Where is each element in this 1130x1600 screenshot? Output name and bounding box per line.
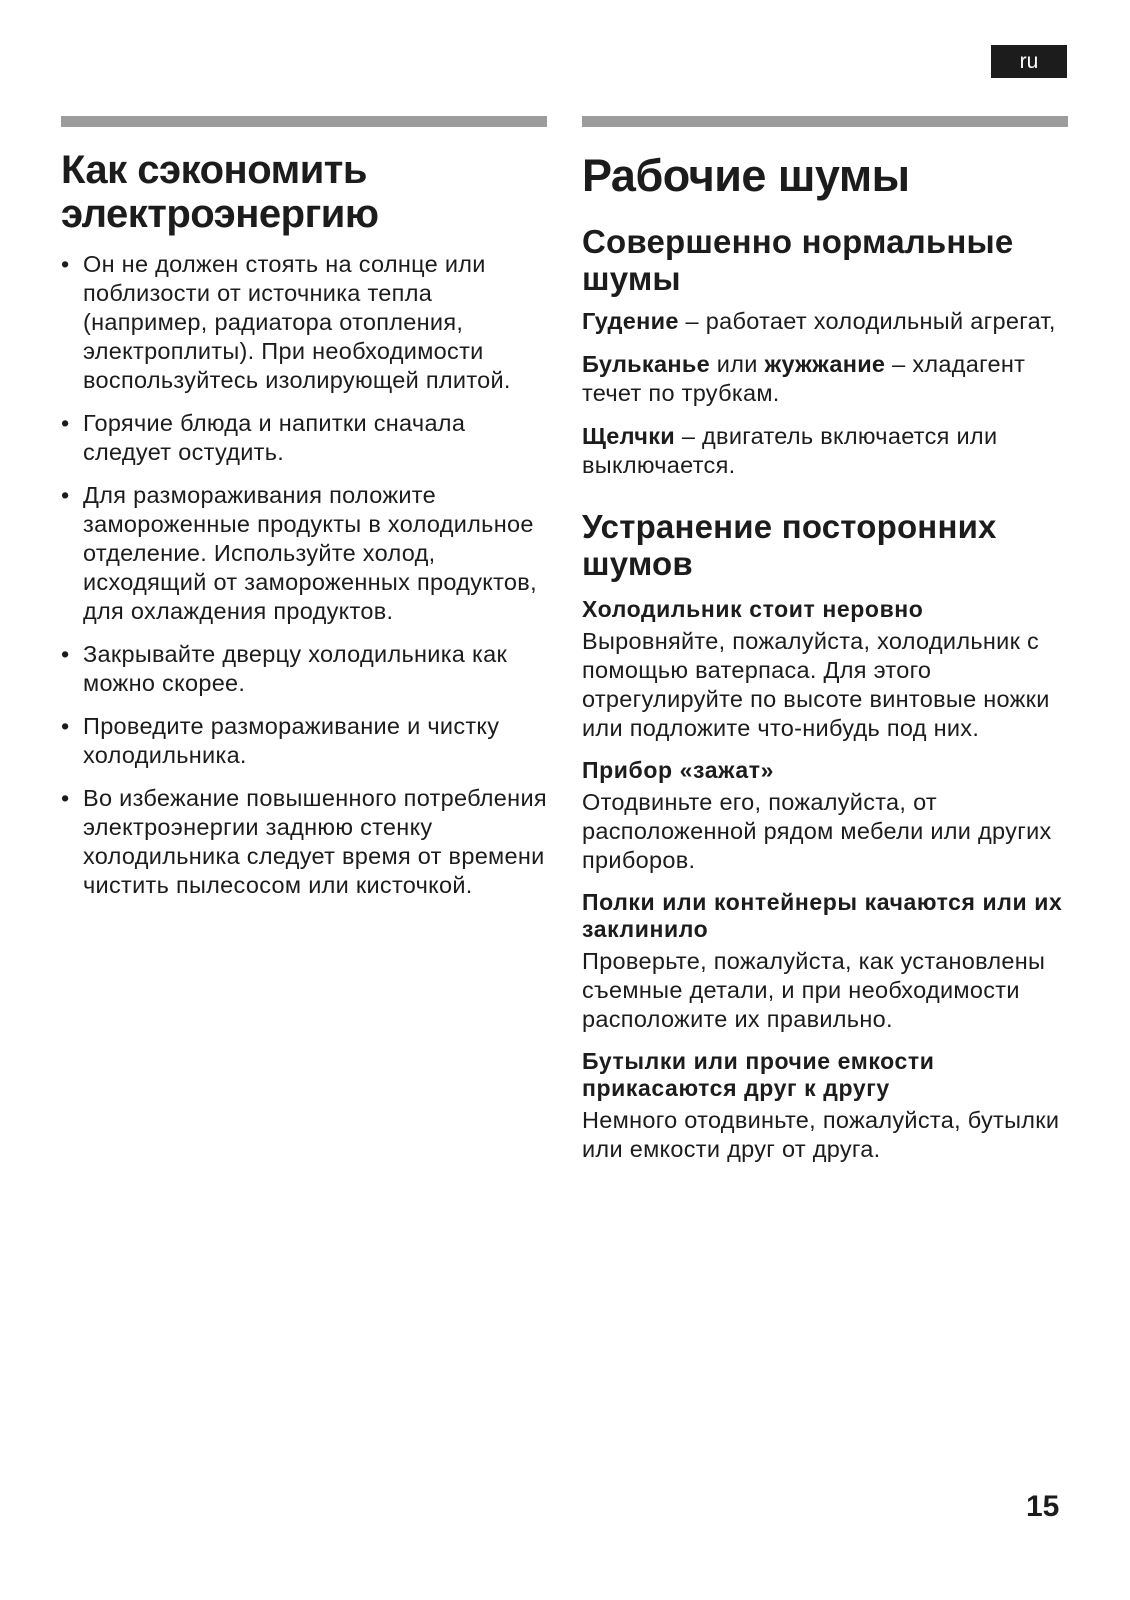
list-item: • Для размораживания положите замороженные продукты в холодильное отделение. Используйте холод, исходящий от замороженных продуктов, для охлаждения продуктов. <box>61 482 537 624</box>
energy-saving-section <box>61 116 547 914</box>
problem-text: Проверьте, пожалуйста, как установлены съемные детали, и при необходимости расположите их правильно. <box>582 948 1046 1032</box>
problem-title: Холодильник стоит неровно <box>582 596 924 622</box>
problem-item <box>582 1048 1068 1164</box>
language-badge: ru <box>991 45 1067 78</box>
list-item: • Он не должен стоять на солнце или поблизости от источника тепла (например, радиатора отопления, электроплиты). При необходимости воспользуйтесь изолирующей плитой. <box>61 251 511 393</box>
noise-item: Гудение – работает холодильный агрегат, <box>582 308 1056 334</box>
noise-fix-list <box>582 596 1068 1164</box>
problem-title: Бутылки или прочие емкости прикасаются друг к другу <box>582 1048 935 1101</box>
list-item: • Проведите размораживание и чистку холодильника. <box>61 713 500 768</box>
problem-text: Отодвиньте его, пожалуйста, от расположенной рядом мебели или других приборов. <box>582 789 1052 873</box>
problem-item <box>582 889 1068 1034</box>
problem-text: Немного отодвиньте, пожалуйста, бутылки или емкости друг от друга. <box>582 1107 1060 1162</box>
operating-noises-title: Рабочие шумы <box>582 150 910 201</box>
noise-item: Щелчки – двигатель включается или выключается. <box>582 423 998 478</box>
noise-fix-heading: Устранение посторонних шумов <box>582 508 997 582</box>
problem-item <box>582 596 1068 743</box>
section-rule <box>61 116 547 127</box>
energy-tips-list <box>61 250 547 900</box>
problem-text: Выровняйте, пожалуйста, холодильник с помощью ватерпаса. Для этого отрегулируйте по высоте винтовые ножки или подложите что-нибудь под них. <box>582 628 1050 741</box>
normal-noises-list <box>582 307 1068 480</box>
list-item: • Во избежание повышенного потребления электроэнергии заднюю стенку холодильника следует время от времени чистить пылесосом или кисточкой. <box>61 785 547 898</box>
list-item: • Закрывайте дверцу холодильника как можно скорее. <box>61 641 508 696</box>
list-item: • Горячие блюда и напитки сначала следует остудить. <box>61 410 466 465</box>
problem-item <box>582 757 1068 875</box>
normal-noises-heading: Совершенно нормальные шумы <box>582 223 1014 297</box>
noise-item: Бульканье или жужжание – хладагент течет по трубкам. <box>582 351 1026 406</box>
problem-title: Полки или контейнеры качаются или их заклинило <box>582 889 1063 942</box>
problem-title: Прибор «зажат» <box>582 757 774 783</box>
operating-noises-section <box>582 116 1068 1164</box>
section-rule <box>582 116 1068 127</box>
page-number: 15 <box>1026 1490 1060 1523</box>
energy-saving-title: Как сэкономить электроэнергию <box>61 148 379 236</box>
